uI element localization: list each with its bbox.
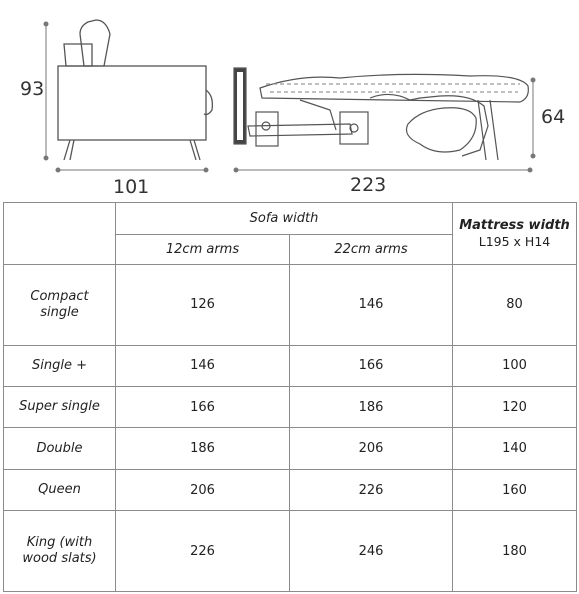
bed-height-label: 64 bbox=[541, 106, 566, 128]
width-12cm-cell: 206 bbox=[116, 469, 290, 510]
side-height-dimension bbox=[44, 22, 48, 160]
mattress-width-header bbox=[453, 203, 577, 265]
table-row bbox=[4, 511, 577, 592]
row-label: Compact single bbox=[4, 265, 116, 346]
table-row bbox=[4, 387, 577, 428]
arms-12-header: 12cm arms bbox=[116, 235, 290, 265]
width-12cm-cell: 146 bbox=[116, 345, 290, 386]
width-22cm-cell: 166 bbox=[290, 345, 453, 386]
sofa-bed-drawings bbox=[0, 0, 579, 200]
sofa-width-header: Sofa width bbox=[116, 203, 453, 235]
arms-22-header: 22cm arms bbox=[290, 235, 453, 265]
mattress-width-title: Mattress width bbox=[459, 217, 570, 233]
width-22cm-cell: 206 bbox=[290, 428, 453, 469]
width-22cm-cell: 146 bbox=[290, 265, 453, 346]
width-12cm-cell: 186 bbox=[116, 428, 290, 469]
sofa-side-view bbox=[58, 20, 212, 160]
corner-cell bbox=[4, 203, 116, 265]
row-label: Queen bbox=[4, 469, 116, 510]
table-row bbox=[4, 265, 577, 346]
side-height-label: 93 bbox=[20, 78, 45, 100]
row-label: Super single bbox=[4, 387, 116, 428]
sofa-bed-open-view bbox=[234, 68, 528, 160]
table-row bbox=[4, 428, 577, 469]
width-12cm-cell: 226 bbox=[116, 511, 290, 592]
table-row bbox=[4, 345, 577, 386]
row-label: King (with wood slats) bbox=[4, 511, 116, 592]
mattress-width-cell: 140 bbox=[453, 428, 577, 469]
mattress-width-cell: 180 bbox=[453, 511, 577, 592]
width-12cm-cell: 126 bbox=[116, 265, 290, 346]
side-depth-label: 101 bbox=[113, 176, 150, 198]
table-row bbox=[4, 469, 577, 510]
width-22cm-cell: 226 bbox=[290, 469, 453, 510]
mattress-width-cell: 100 bbox=[453, 345, 577, 386]
width-22cm-cell: 246 bbox=[290, 511, 453, 592]
mattress-width-cell: 120 bbox=[453, 387, 577, 428]
width-22cm-cell: 186 bbox=[290, 387, 453, 428]
size-table bbox=[3, 202, 577, 592]
row-label: Double bbox=[4, 428, 116, 469]
row-label: Single + bbox=[4, 345, 116, 386]
mattress-width-cell: 160 bbox=[453, 469, 577, 510]
bed-length-dimension bbox=[234, 168, 532, 172]
width-12cm-cell: 166 bbox=[116, 387, 290, 428]
mattress-size-label: L195 x H14 bbox=[478, 233, 551, 249]
mattress-width-cell: 80 bbox=[453, 265, 577, 346]
side-depth-dimension bbox=[56, 168, 208, 172]
bed-height-dimension bbox=[531, 78, 535, 158]
bed-length-label: 223 bbox=[350, 174, 387, 196]
